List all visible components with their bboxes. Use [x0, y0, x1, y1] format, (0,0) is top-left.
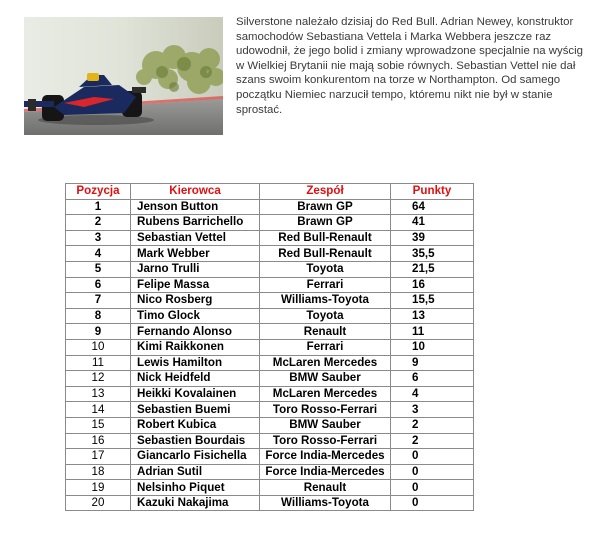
- table-header-row: [66, 184, 474, 200]
- driver-cell: Timo Glock: [131, 308, 260, 324]
- driver-cell: Robert Kubica: [131, 417, 260, 433]
- position-cell: 19: [66, 480, 131, 496]
- table-row: [66, 386, 474, 402]
- header-points: Punkty: [391, 184, 474, 200]
- table-row: [66, 293, 474, 309]
- team-cell: Williams-Toyota: [260, 495, 391, 511]
- position-cell: 7: [66, 293, 131, 309]
- position-cell: 1: [66, 199, 131, 215]
- team-cell: Williams-Toyota: [260, 293, 391, 309]
- driver-cell: Heikki Kovalainen: [131, 386, 260, 402]
- points-cell: 9: [391, 355, 474, 371]
- table-row: [66, 433, 474, 449]
- position-cell: 4: [66, 246, 131, 262]
- points-cell: 0: [391, 480, 474, 496]
- table-row: [66, 371, 474, 387]
- points-cell: 35,5: [391, 246, 474, 262]
- team-cell: Force India-Mercedes: [260, 464, 391, 480]
- team-cell: BMW Sauber: [260, 417, 391, 433]
- table-row: [66, 402, 474, 418]
- position-cell: 8: [66, 308, 131, 324]
- points-cell: 39: [391, 230, 474, 246]
- points-cell: 3: [391, 402, 474, 418]
- points-cell: 15,5: [391, 293, 474, 309]
- table-row: [66, 308, 474, 324]
- driver-cell: Rubens Barrichello: [131, 215, 260, 231]
- driver-cell: Sebastien Bourdais: [131, 433, 260, 449]
- driver-cell: Giancarlo Fisichella: [131, 449, 260, 465]
- points-cell: 4: [391, 386, 474, 402]
- points-cell: 2: [391, 433, 474, 449]
- driver-cell: Mark Webber: [131, 246, 260, 262]
- position-cell: 20: [66, 495, 131, 511]
- team-cell: Red Bull-Renault: [260, 246, 391, 262]
- table-row: [66, 324, 474, 340]
- table-row: [66, 261, 474, 277]
- article-intro-text: Silverstone należało dzisiaj do Red Bull. Adrian Newey, konstruktor samochodów Sebastiana Vettela i Marka Webbera jeszcze raz udowodnił, że jego bolid i zmiany wprowadzone specjalnie na wyścig w Wielkiej Brytanii nie mają sobie równych. Sebastian Vettel nie dał szans swoim konkurentom na torze w Northampton. Od samego początku Niemiec narzucił tempo, któremu nikt nie był w stanie sprostać.: [236, 16, 583, 116]
- team-cell: Toyota: [260, 308, 391, 324]
- points-cell: 0: [391, 449, 474, 465]
- position-cell: 16: [66, 433, 131, 449]
- points-cell: 10: [391, 339, 474, 355]
- team-cell: Brawn GP: [260, 215, 391, 231]
- driver-cell: Sebastien Buemi: [131, 402, 260, 418]
- points-cell: 41: [391, 215, 474, 231]
- team-cell: Brawn GP: [260, 199, 391, 215]
- position-cell: 15: [66, 417, 131, 433]
- position-cell: 14: [66, 402, 131, 418]
- position-cell: 10: [66, 339, 131, 355]
- table-row: [66, 199, 474, 215]
- points-cell: 2: [391, 417, 474, 433]
- team-cell: Ferrari: [260, 339, 391, 355]
- header-position: Pozycja: [66, 184, 131, 200]
- driver-cell: Lewis Hamilton: [131, 355, 260, 371]
- points-cell: 6: [391, 371, 474, 387]
- standings-table: [65, 183, 474, 511]
- position-cell: 3: [66, 230, 131, 246]
- position-cell: 18: [66, 464, 131, 480]
- table-row: [66, 464, 474, 480]
- table-row: [66, 449, 474, 465]
- team-cell: Toro Rosso-Ferrari: [260, 433, 391, 449]
- points-cell: 0: [391, 464, 474, 480]
- position-cell: 13: [66, 386, 131, 402]
- driver-cell: Jarno Trulli: [131, 261, 260, 277]
- table-row: [66, 246, 474, 262]
- driver-cell: Kimi Raikkonen: [131, 339, 260, 355]
- points-cell: 0: [391, 495, 474, 511]
- team-cell: Force India-Mercedes: [260, 449, 391, 465]
- table-row: [66, 277, 474, 293]
- team-cell: McLaren Mercedes: [260, 355, 391, 371]
- points-cell: 13: [391, 308, 474, 324]
- driver-cell: Sebastian Vettel: [131, 230, 260, 246]
- position-cell: 6: [66, 277, 131, 293]
- race-car-image: [24, 17, 223, 135]
- position-cell: 17: [66, 449, 131, 465]
- driver-cell: Adrian Sutil: [131, 464, 260, 480]
- team-cell: Renault: [260, 324, 391, 340]
- table-row: [66, 230, 474, 246]
- table-row: [66, 339, 474, 355]
- driver-cell: Kazuki Nakajima: [131, 495, 260, 511]
- team-cell: Red Bull-Renault: [260, 230, 391, 246]
- position-cell: 9: [66, 324, 131, 340]
- team-cell: BMW Sauber: [260, 371, 391, 387]
- driver-cell: Fernando Alonso: [131, 324, 260, 340]
- points-cell: 21,5: [391, 261, 474, 277]
- points-cell: 64: [391, 199, 474, 215]
- header-driver: Kierowca: [131, 184, 260, 200]
- points-cell: 16: [391, 277, 474, 293]
- team-cell: Toro Rosso-Ferrari: [260, 402, 391, 418]
- team-cell: Renault: [260, 480, 391, 496]
- table-row: [66, 480, 474, 496]
- table-row: [66, 355, 474, 371]
- team-cell: McLaren Mercedes: [260, 386, 391, 402]
- race-car-photo: [24, 17, 223, 135]
- points-cell: 11: [391, 324, 474, 340]
- table-row: [66, 417, 474, 433]
- team-cell: Ferrari: [260, 277, 391, 293]
- header-team: Zespół: [260, 184, 391, 200]
- driver-cell: Nelsinho Piquet: [131, 480, 260, 496]
- position-cell: 2: [66, 215, 131, 231]
- driver-cell: Felipe Massa: [131, 277, 260, 293]
- driver-cell: Nick Heidfeld: [131, 371, 260, 387]
- table-row: [66, 495, 474, 511]
- driver-cell: Jenson Button: [131, 199, 260, 215]
- position-cell: 11: [66, 355, 131, 371]
- team-cell: Toyota: [260, 261, 391, 277]
- position-cell: 5: [66, 261, 131, 277]
- table-row: [66, 215, 474, 231]
- driver-cell: Nico Rosberg: [131, 293, 260, 309]
- position-cell: 12: [66, 371, 131, 387]
